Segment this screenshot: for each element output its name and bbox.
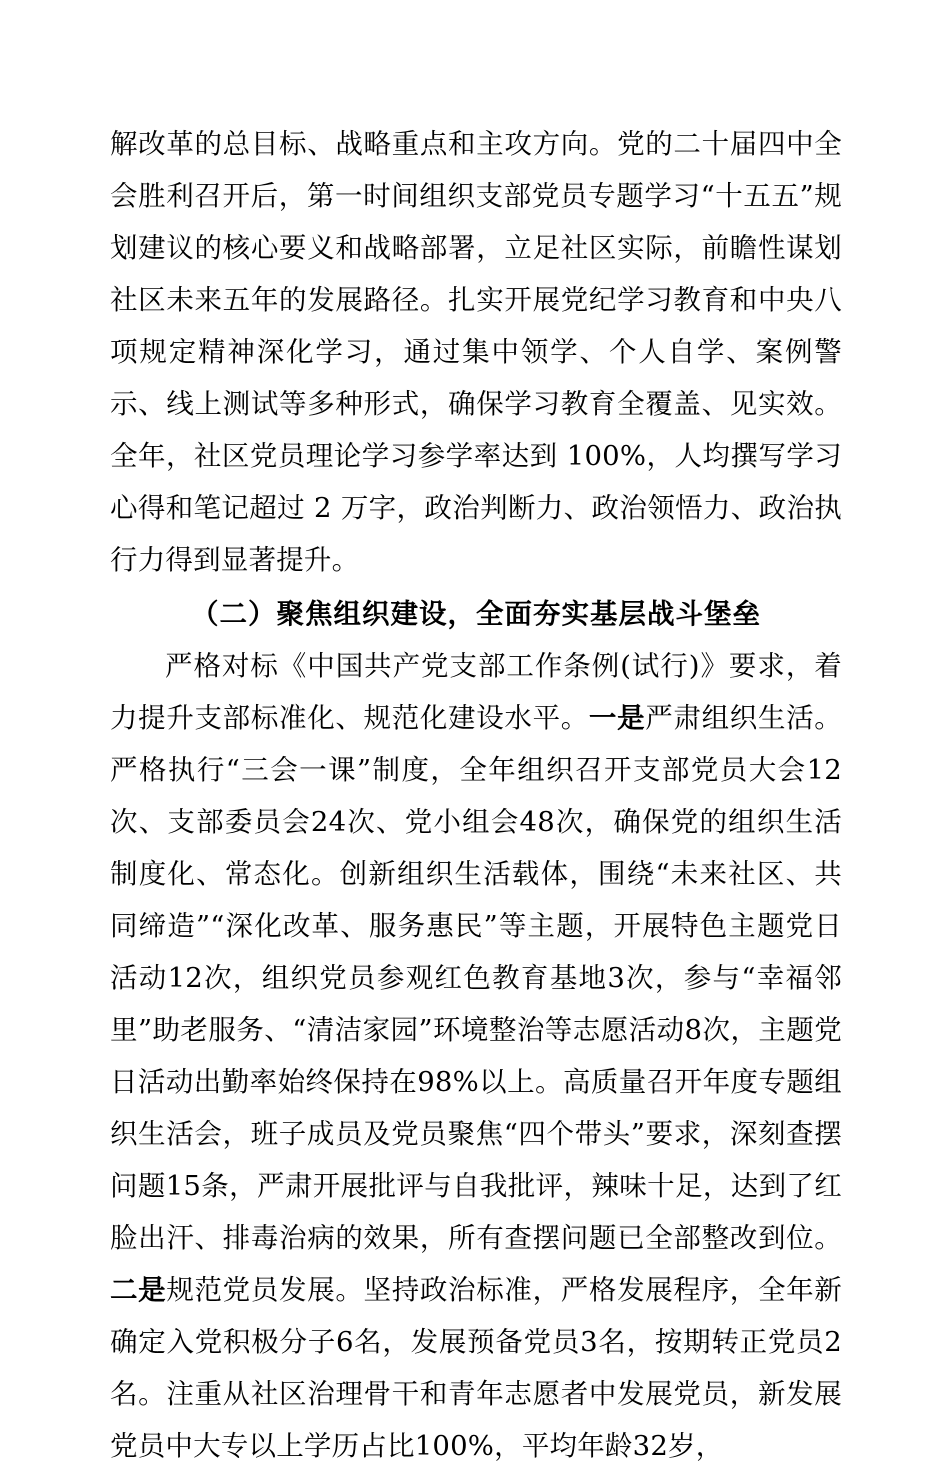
run-text-2: 严肃组织生活。严格执行“三会一课”制度，全年组织召开支部党员大会12次、支部委员会24次、党小组会48次，确保党的组织生活制度化、常态化。创新组织生活载体，围绕“未来社区、共同缔造”“深化改革、服务惠民”等主题，开展特色主题党日活动12次，组织党员参观红色教育基地3次，参与“幸福邻里”助老服务、“清洁家园”环境整治等志愿活动8次，主题党日活动出勤率始终保持在98%以上。高质量召开年度专题组织生活会，班子成员及党员聚焦“四个带头”要求，深刻查摆问题15条，严肃开展批评与自我批评，辣味十足，达到了红脸出汗、排毒治病的效果，所有查摆问题已全部整改到位。 [110, 702, 842, 1254]
paragraph-continued-text: 解改革的总目标、战略重点和主攻方向。党的二十届四中全会胜利召开后，第一时间组织支部党员专题学习“十五五”规划建议的核心要义和战略部署，立足社区实际，前瞻性谋划社区未来五年的发展路径。扎实开展党纪学习教育和中央八项规定精神深化学习，通过集中领学、个人自学、案例警示、线上测试等多种形式，确保学习教育全覆盖、见实效。全年，社区党员理论学习参学率达到 100%，人均撰写学习心得和笔记超过 2 万字，政治判断力、政治领悟力、政治执行力得到显著提升。 [110, 128, 842, 576]
run-emphasis-first: 一是 [588, 702, 646, 734]
run-text-1: 严格对标《中国共产党支部工作条例(试行)》要求，着力提升支部标准化、规范化建设水平。 [110, 650, 842, 734]
document-body [110, 118, 842, 1472]
run-text-3: 规范党员发展。坚持政治标准，严格发展程序，全年新确定入党积极分子6名，发展预备党员3名，按期转正党员2名。注重从社区治理骨干和青年志愿者中发展党员，新发展党员中大专以上学历占比100%，平均年龄32岁， [110, 1274, 842, 1462]
paragraph-section-two [110, 640, 842, 1472]
section-heading: （二）聚焦组织建设，全面夯实基层战斗堡垒 [191, 598, 761, 630]
run-emphasis-second: 二是 [110, 1274, 167, 1306]
paragraph-continued [110, 118, 842, 586]
